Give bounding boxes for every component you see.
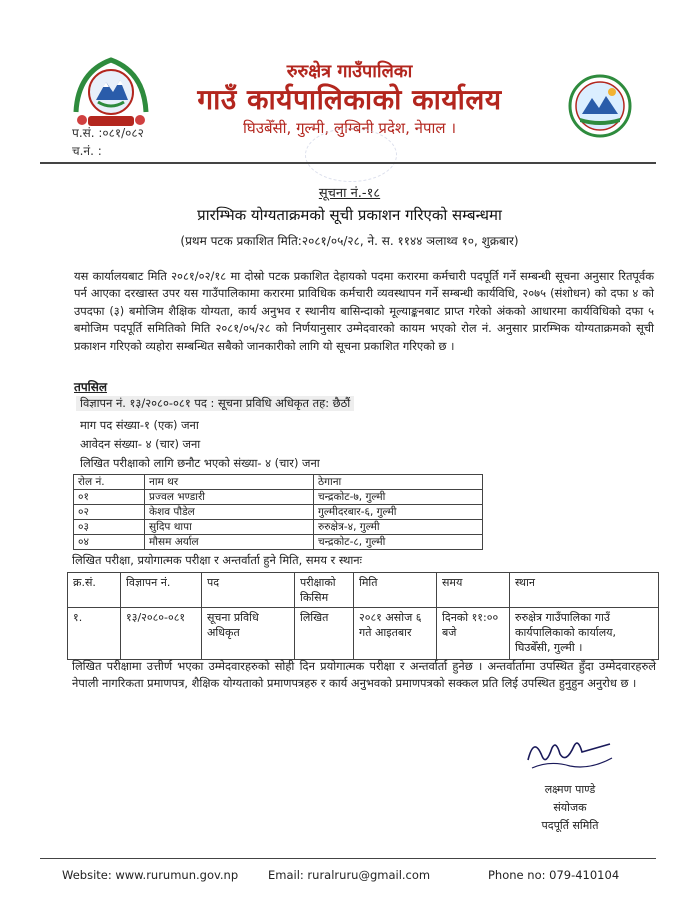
table-row: [68, 608, 659, 660]
exam-type: लिखित: [295, 608, 354, 660]
demand-count: माग पद संख्या-१ (एक) जना: [80, 418, 199, 432]
handwritten-signature: [520, 730, 620, 778]
details-heading: तपसिल: [74, 380, 108, 394]
exam-venue: रुरुक्षेत्र गाउँपालिका गाउँ कार्यपालिकाको कार्यालय, घिउबेँसी, गुल्मी ।: [510, 608, 659, 660]
candidate-name: सुदिप थापा: [145, 520, 314, 535]
table-row: [74, 505, 483, 520]
exam-schedule-table: [67, 572, 659, 660]
signatory-name: लक्ष्मण पाण्डे: [544, 783, 596, 796]
letter-ref-number: प.सं. :०८१/०८२: [72, 126, 144, 140]
roll-number: ०४: [74, 535, 145, 550]
candidate-address: गुल्मीदरबार-६, गुल्मी: [314, 505, 483, 520]
notice-body-paragraph: यस कार्यालयबाट मिति २०८१/०२/१८ मा दोस्रो पटक प्रकाशित देहायको पदमा करारमा कर्मचारी पदपूर्ति गर्ने सम्बन्धी सूचना अनुसार रितपूर्वक पर्न आएका दरखास्त उपर यस गाउँपालिकामा करारमा प्राविधिक कर्मचारी व्यवस्थापन गर्ने सम्बन्धी कार्यविधि, २०७५ (संशोधन) को दफा ४ को उपदफा (३) बमोजिम शैक्षिक योग्यता, कार्य अनुभव र स्थानीय बासिन्दाको मूल्याङ्कनबाट प्राप्त गरेको अंकको आधारमा कार्यविधिको दफा ५ बमोजिम पदपूर्ति समितिको मिति २०८१/०५/२८ को निर्णयानुसार उम्मेदवारको कायम भएको रोल नं. अनुसार प्रारम्भिक योग्यताक्रमको सूची प्रकाशन गरिएको व्यहोरा सम्बन्धित सबैको जानकारीको लागि यो सूचना प्रकाशित गरिएको छ ।: [74, 269, 654, 353]
column-header: स्थान: [510, 573, 659, 608]
column-header: नाम थर: [145, 475, 314, 490]
notice-subject: प्रारम्भिक योग्यताक्रमको सूची प्रकाशन गरिएको सम्बन्धमा: [197, 206, 502, 224]
exam-schedule-heading: लिखित परीक्षा, प्रयोगात्मक परीक्षा र अन्तर्वार्ता हुने मिति, समय र स्थानः: [72, 553, 362, 567]
dispatch-number: च.नं. :: [72, 144, 102, 158]
column-header: पद: [202, 573, 295, 608]
column-header: मिति: [354, 573, 437, 608]
candidate-name: मौसम अर्याल: [145, 535, 314, 550]
roll-number: ०२: [74, 505, 145, 520]
table-header-row: [74, 475, 483, 490]
office-name: गाउँ कार्यपालिकाको कार्यालय: [197, 83, 502, 116]
candidate-name: केशव पौडेल: [145, 505, 314, 520]
footer-divider: [40, 858, 656, 859]
post-name: सूचना प्रविधि अधिकृत: [202, 608, 295, 660]
exam-time: दिनको ११:०० बजे: [437, 608, 510, 660]
footer-email: Email: ruralruru@gmail.com: [268, 868, 431, 882]
column-header: ठेगाना: [314, 475, 483, 490]
column-header: विज्ञापन नं.: [121, 573, 202, 608]
column-header: क्र.सं.: [68, 573, 121, 608]
office-address: घिउबेँसी, गुल्मी, लुम्बिनी प्रदेश, नेपाल ।: [242, 119, 457, 137]
candidate-table: [73, 474, 483, 550]
application-count: आवेदन संख्या- ४ (चार) जना: [80, 437, 201, 451]
office-stamp: [305, 128, 397, 182]
footer-website: Website: www.rurumun.gov.np: [62, 868, 239, 882]
municipality-name: रुरुक्षेत्र गाउँपालिका: [286, 61, 413, 82]
publication-date: (प्रथम पटक प्रकाशित मिति:२०८१/०५/२८, ने. स. ११४४ ञलाथ्व १०, शुक्रबार): [180, 234, 519, 248]
signatory-role: संयोजक: [553, 801, 587, 814]
table-row: [74, 520, 483, 535]
candidate-address: रुरुक्षेत्र-४, गुल्मी: [314, 520, 483, 535]
shortlisted-count: लिखित परीक्षाको लागि छनौट भएको संख्या- ४ (चार) जना: [80, 456, 320, 470]
column-header: परीक्षाको किसिम: [295, 573, 354, 608]
candidate-address: चन्द्रकोट-८, गुल्मी: [314, 535, 483, 550]
footer-phone: Phone no: 079-410104: [488, 868, 620, 882]
table-row: [74, 535, 483, 550]
candidate-address: चन्द्रकोट-७, गुल्मी: [314, 490, 483, 505]
committee-name: पदपूर्ति समिति: [541, 819, 599, 832]
candidate-name: प्रज्वल भण्डारी: [145, 490, 314, 505]
header-divider: [40, 162, 656, 164]
roll-number: ०१: [74, 490, 145, 505]
advertisement-number: १३/२०८०-०८१: [121, 608, 202, 660]
serial-number: १.: [68, 608, 121, 660]
advertisement-info: विज्ञापन नं. १३/२०८०-०८१ पद : सूचना प्रविधि अधिकृत तह: छैठौं: [76, 396, 354, 411]
column-header: समय: [437, 573, 510, 608]
exam-date: २०८१ असोज ६ गते आइतबार: [354, 608, 437, 660]
column-header: रोल नं.: [74, 475, 145, 490]
notice-number: सूचना नं.-१८: [318, 186, 381, 201]
table-row: [74, 490, 483, 505]
table-header-row: [68, 573, 659, 608]
instruction-paragraph: लिखित परीक्षामा उत्तीर्ण भएका उम्मेदवारहरुको सोही दिन प्रयोगात्मक परीक्षा र अन्तर्वार्ता हुनेछ । अन्तर्वार्तामा उपस्थित हुँदा उम्मेदवारहरुले नेपाली नागरिकता प्रमाणपत्र, शैक्षिक योग्यताको प्रमाणपत्रहरु र कार्य अनुभवको प्रमाणपत्रको सक्कल प्रति लिई उपस्थित हुनुहुन अनुरोध छ ।: [72, 659, 656, 691]
roll-number: ०३: [74, 520, 145, 535]
